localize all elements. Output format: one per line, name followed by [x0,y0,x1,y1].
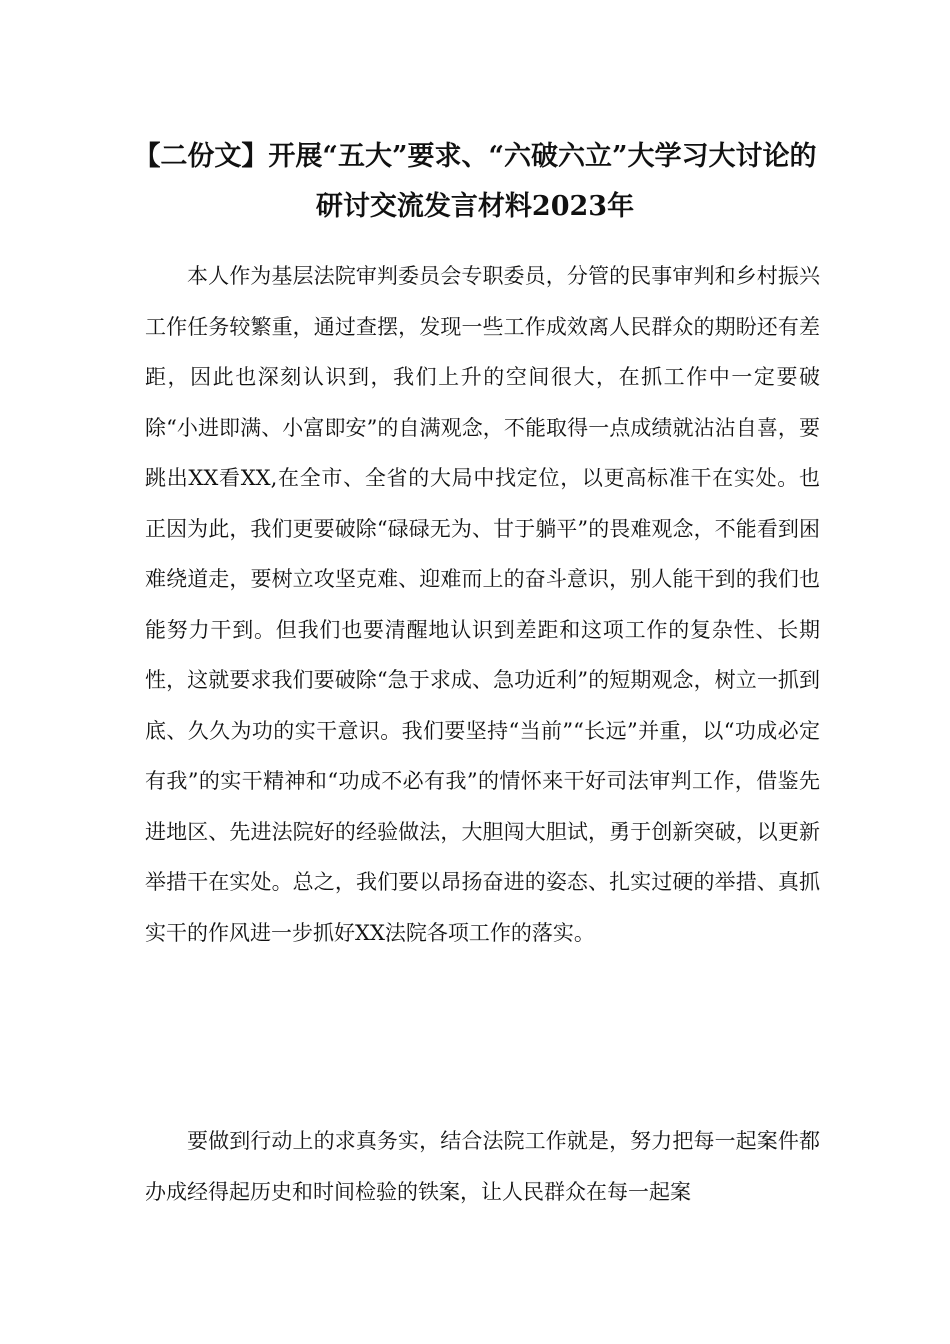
body-paragraph-1: 本人作为基层法院审判委员会专职委员，分管的民事审判和乡村振兴工作任务较繁重，通过查摆，发现一些工作成效离人民群众的期盼还有差距，因此也深刻认识到，我们上升的空间很大，在抓工作中一定要破除“小进即满、小富即安”的自满观念，不能取得一点成绩就沾沾自喜，要跳出XX看XX,在全市、全省的大局中找定位，以更高标准干在实处。也正因为此，我们更要破除“碌碌无为、甘于躺平”的畏难观念，不能看到困难绕道走，要树立攻坚克难、迎难而上的奋斗意识，别人能干到的我们也能努力干到。但我们也要清醒地认识到差距和这项工作的复杂性、长期性，这就要求我们要破除“急于求成、急功近利”的短期观念，树立一抓到底、久久为功的实干意识。我们要坚持“当前”“长远”并重，以“功成必定有我”的实干精神和“功成不必有我”的情怀来干好司法审判工作，借鉴先进地区、先进法院好的经验做法，大胆闯大胆试，勇于创新突破，以更新举措干在实处。总之，我们要以昂扬奋进的姿态、扎实过硬的举措、真抓实干的作风进一步抓好XX法院各项工作的落实。 [145,264,820,945]
body-paragraph-2: 要做到行动上的求真务实，结合法院工作就是，努力把每一起案件都办成经得起历史和时间检验的铁案，让人民群众在每一起案 [145,1129,820,1204]
document-title: 【二份文】开展“五大”要求、“六破六立”大学习大讨论的研讨交流发言材料2023年 [133,141,817,222]
